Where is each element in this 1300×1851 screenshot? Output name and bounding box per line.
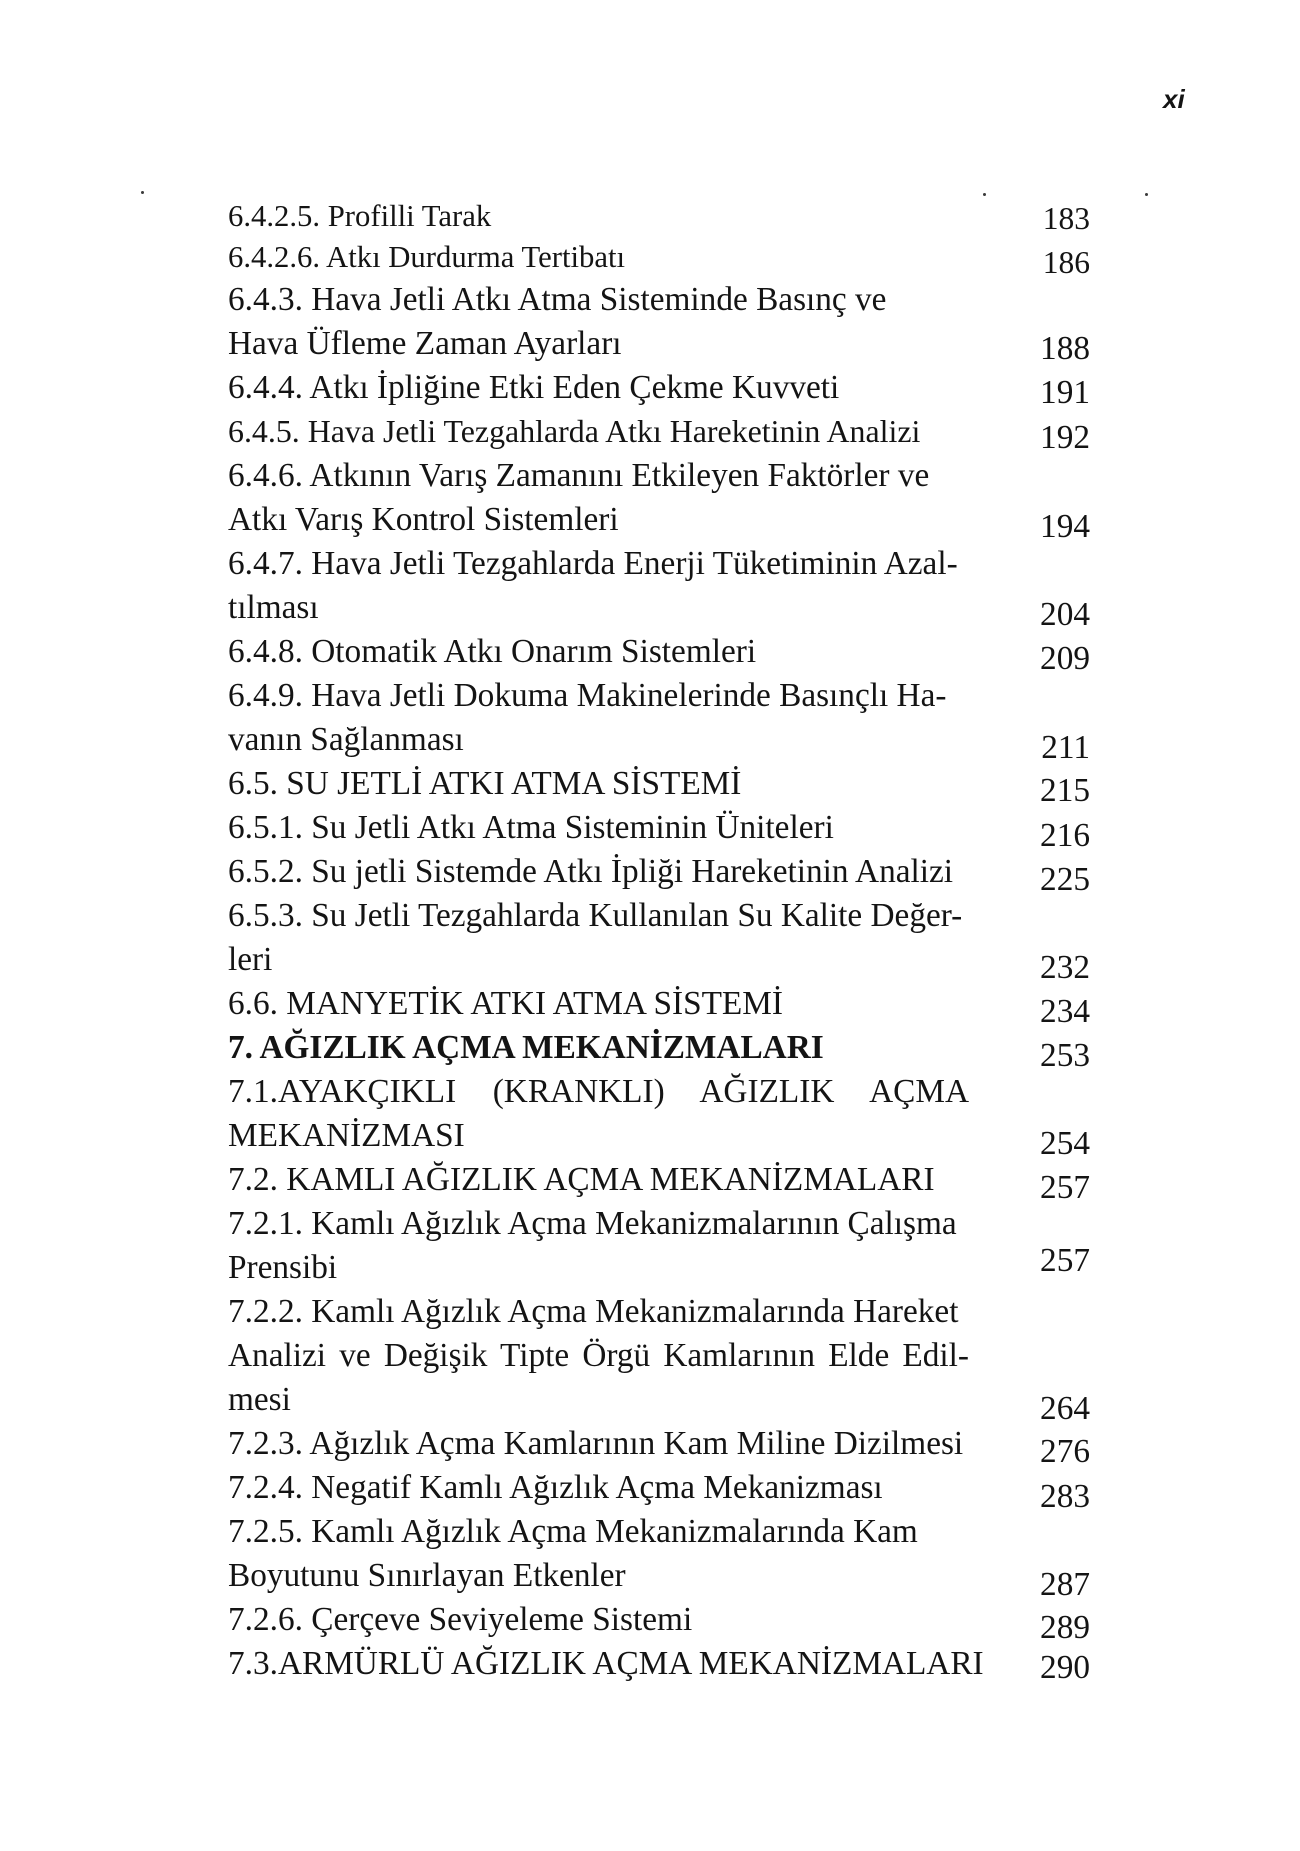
toc-entry-title: 6.4.3. Hava Jetli Atkı Atma Sisteminde Basınç ve <box>228 281 887 318</box>
table-of-contents <box>228 196 1090 1687</box>
toc-entry <box>228 1642 1090 1686</box>
toc-entry <box>228 366 1090 410</box>
toc-entry <box>228 630 1090 678</box>
toc-page-number: 276 <box>1040 1433 1090 1471</box>
toc-entry <box>228 762 1090 810</box>
toc-entry-title: 7.2.1. Kamlı Ağızlık Açma Mekanizmalarının Çalışma <box>228 1205 957 1243</box>
toc-page-number: 183 <box>1042 201 1090 236</box>
toc-entry-title: 6.5. SU JETLİ ATKI ATMA SİSTEMİ <box>228 765 742 803</box>
toc-entry <box>228 674 1090 767</box>
toc-page-number: 186 <box>1042 245 1090 280</box>
toc-page-number: 257 <box>1040 1242 1090 1280</box>
toc-page-number: 234 <box>1040 993 1090 1031</box>
toc-entry <box>228 1158 1090 1207</box>
toc-entry-title: 6.4.4. Atkı İpliğine Etki Eden Çekme Kuvveti <box>228 369 840 407</box>
toc-entry <box>228 1466 1090 1516</box>
toc-entry <box>228 1290 1090 1428</box>
toc-page-number: 191 <box>1040 374 1090 412</box>
toc-entry-title-continued: Hava Üfleme Zaman Ayarları <box>228 325 622 363</box>
toc-entry-title-continued: leri <box>228 941 273 979</box>
toc-page-number: 257 <box>1040 1169 1090 1207</box>
toc-entry-title: 7.2. KAMLI AĞIZLIK AÇMA MEKANİZMALARI <box>228 1161 935 1199</box>
toc-entry-title: 6.5.3. Su Jetli Tezgahlarda Kullanılan Su Kalite Değer- <box>228 897 963 935</box>
toc-entry <box>228 1422 1090 1471</box>
toc-entry-title: 6.5.1. Su Jetli Atkı Atma Sisteminin Üniteleri <box>228 809 834 847</box>
toc-entry-title: 6.4.7. Hava Jetli Tezgahlarda Enerji Tüketiminin Azal- <box>228 545 958 583</box>
toc-chapter-title: 7. AĞIZLIK AÇMA MEKANİZMALARI <box>228 1029 824 1067</box>
toc-page-number: 253 <box>1040 1037 1090 1075</box>
toc-page-number: 192 <box>1040 419 1090 457</box>
toc-page-number: 232 <box>1040 949 1090 987</box>
toc-entry <box>228 982 1090 1031</box>
toc-entry-title: 6.4.9. Hava Jetli Dokuma Makinelerinde Basınçlı Ha- <box>228 677 947 715</box>
toc-page-number: 283 <box>1040 1478 1090 1516</box>
toc-entry <box>228 410 1090 457</box>
toc-entry-title: 6.6. MANYETİK ATKI ATMA SİSTEMİ <box>228 985 783 1023</box>
toc-entry <box>228 1202 1090 1290</box>
toc-entry-title-continued: Analizi ve Değişik Tipte Örgü Kamlarının Elde Edil- <box>228 1337 969 1375</box>
toc-entry <box>228 237 1090 278</box>
toc-entry <box>228 1510 1090 1604</box>
toc-entry-title: 7.2.3. Ağızlık Açma Kamlarının Kam Miline Dizilmesi <box>228 1425 964 1463</box>
toc-entry-title: 6.5.2. Su jetli Sistemde Atkı İpliği Hareketinin Analizi <box>228 853 954 891</box>
toc-entry <box>228 542 1090 634</box>
toc-page-number: 254 <box>1040 1125 1090 1163</box>
toc-page-number: 188 <box>1040 330 1090 367</box>
toc-page-number: 216 <box>1040 817 1090 855</box>
toc-entry <box>228 278 1090 366</box>
toc-entry-title: 7.2.6. Çerçeve Seviyeleme Sistemi <box>228 1601 693 1639</box>
toc-page-number: 211 <box>1041 729 1090 767</box>
toc-page-number: 264 <box>1040 1390 1090 1428</box>
page-folio: xi <box>1163 84 1185 114</box>
toc-entry <box>228 806 1090 855</box>
toc-entry <box>228 196 1090 237</box>
toc-entry-title: 6.4.2.5. Profilli Tarak <box>228 199 492 233</box>
toc-page-number: 215 <box>1040 772 1090 810</box>
toc-entry-title: 6.4.8. Otomatik Atkı Onarım Sistemleri <box>228 633 757 671</box>
toc-entry-title: 7.2.5. Kamlı Ağızlık Açma Mekanizmalarında Kam <box>228 1513 918 1551</box>
toc-entry-title: 6.4.6. Atkının Varış Zamanını Etkileyen Faktörler ve <box>228 457 930 495</box>
toc-entry <box>228 894 1090 987</box>
toc-entry <box>228 850 1090 899</box>
toc-page-number: 204 <box>1040 596 1090 634</box>
scan-speck <box>141 191 144 194</box>
toc-page-number: 194 <box>1040 508 1090 546</box>
toc-entry-title: 6.4.2.6. Atkı Durdurma Tertibatı <box>228 240 626 274</box>
toc-entry-title-continued: Prensibi <box>228 1249 338 1287</box>
toc-entry-title: 6.4.5. Hava Jetli Tezgahlarda Atkı Hareketinin Analizi <box>228 414 921 450</box>
toc-entry-title-continued: Boyutunu Sınırlayan Etkenler <box>228 1557 626 1595</box>
toc-entry-title: 7.1.AYAKÇIKLI (KRANKLI) AĞIZLIK AÇMA <box>228 1073 969 1111</box>
toc-entry-title-continued: Atkı Varış Kontrol Sistemleri <box>228 501 619 539</box>
toc-entry-title: 7.3.ARMÜRLÜ AĞIZLIK AÇMA MEKANİZMALARI <box>228 1645 984 1683</box>
toc-entry-title-continued: tılması <box>228 589 319 627</box>
toc-entry <box>228 1598 1090 1647</box>
toc-entry <box>228 454 1090 546</box>
toc-entry-title: 7.2.4. Negatif Kamlı Ağızlık Açma Mekanizması <box>228 1469 883 1507</box>
toc-page-number: 289 <box>1040 1609 1090 1647</box>
toc-entry-title-continued: vanın Sağlanması <box>228 721 464 759</box>
scan-speck <box>1145 193 1148 196</box>
toc-entry-title: 7.2.2. Kamlı Ağızlık Açma Mekanizmalarında Hareket <box>228 1293 959 1331</box>
toc-chapter-entry <box>228 1026 1090 1075</box>
toc-page-number: 225 <box>1040 861 1090 899</box>
toc-entry-title-continued: MEKANİZMASI <box>228 1117 465 1155</box>
toc-entry <box>228 1070 1090 1163</box>
toc-entry-title-continued: mesi <box>228 1381 291 1419</box>
toc-page-number: 290 <box>1040 1649 1090 1687</box>
toc-page-number: 287 <box>1040 1566 1090 1604</box>
toc-page-number: 209 <box>1040 640 1090 678</box>
